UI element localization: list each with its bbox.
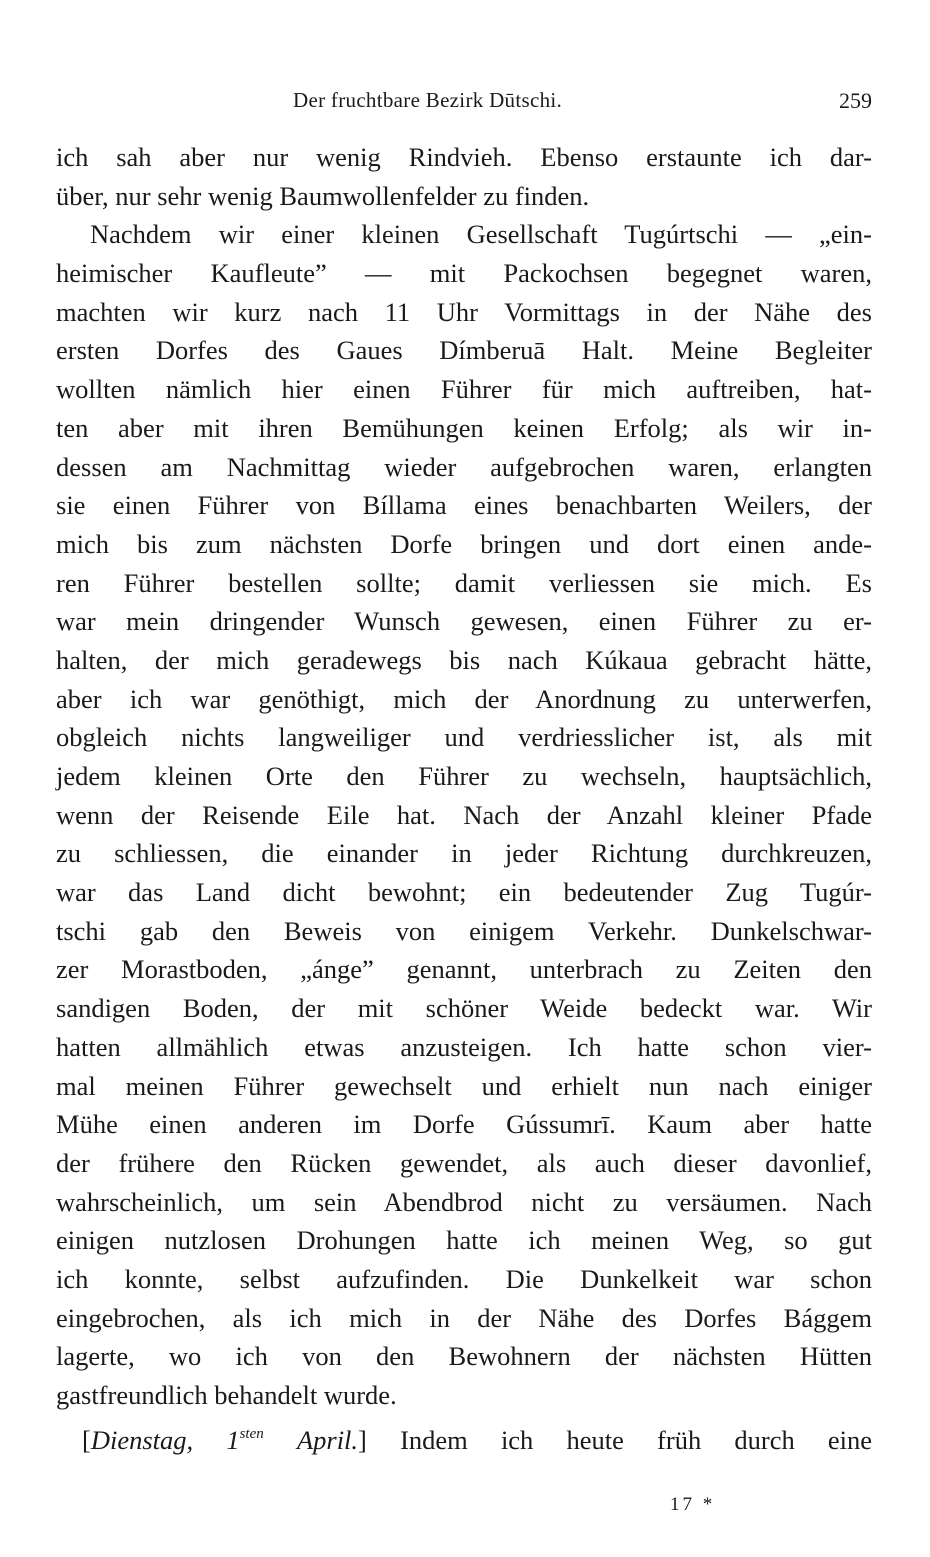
text-line: heimischer Kaufleute” — mit Packochsen begegnet waren, <box>56 258 872 289</box>
running-head <box>60 88 872 118</box>
date-weekday: Dienstag, <box>90 1424 194 1455</box>
text-line: aber ich war genöthigt, mich der Anordnung zu unterwerfen, <box>56 683 872 714</box>
text-line: mich bis zum nächsten Dorfe bringen und dort einen ande- <box>56 528 872 559</box>
text-line: zer Morastboden, „ánge” genannt, unterbrach zu Zeiten den <box>56 954 872 985</box>
text-line: tschi gab den Beweis von einigem Verkehr. Dunkelschwar- <box>56 915 872 946</box>
text-line: halten, der mich geradewegs bis nach Kúkaua gebracht hätte, <box>56 644 872 675</box>
text-line: obgleich nichts langweiliger und verdriesslicher ist, als mit <box>56 722 872 753</box>
date-day: 1 <box>226 1424 240 1455</box>
text-line: der frühere den Rücken gewendet, als auch dieser davonlief, <box>56 1147 872 1178</box>
text-line: wahrscheinlich, um sein Abendbrod nicht zu versäumen. Nach <box>56 1186 872 1217</box>
text-line: über, nur sehr wenig Baumwollenfelder zu finden. <box>56 180 590 211</box>
text-line: lagerte, wo ich von den Bewohnern der nächsten Hütten <box>56 1341 872 1372</box>
text-line: jedem kleinen Orte den Führer zu wechseln, hauptsächlich, <box>56 761 872 791</box>
page-number: 259 <box>839 88 872 113</box>
date-month: April. <box>296 1424 359 1455</box>
text-line: wenn der Reisende Eile hat. Nach der Anzahl kleiner Pfade <box>56 799 872 830</box>
text-line: gastfreundlich behandelt wurde. <box>56 1380 397 1410</box>
text-line: ersten Dorfes des Gaues Dímberuā Halt. Meine Begleiter <box>56 335 872 366</box>
text-line: wollten nämlich hier einen Führer für mich auftreiben, hat- <box>56 374 872 405</box>
text-line: ich konnte, selbst aufzufinden. Die Dunkelkeit war schon <box>56 1263 872 1294</box>
text-line: ich sah aber nur wenig Rindvieh. Ebenso erstaunte ich dar- <box>56 142 872 172</box>
text-line: sandigen Boden, der mit schöner Weide bedeckt war. Wir <box>56 993 872 1024</box>
text-line: war das Land dicht bewohnt; ein bedeutender Zug Tugúr- <box>56 877 872 908</box>
date-open-bracket: [ <box>82 1424 91 1455</box>
text-line: mal meinen Führer gewechselt und erhielt nun nach einiger <box>56 1070 872 1101</box>
text-line: dessen am Nachmittag wieder aufgebrochen waren, erlangten <box>56 451 872 482</box>
sheet-signature: 17 * <box>670 1494 716 1515</box>
date-close-bracket: ] <box>358 1424 367 1455</box>
text-line: hatten allmählich etwas anzusteigen. Ich hatte schon vier- <box>56 1031 872 1062</box>
running-title: Der fruchtbare Bezirk Dūtschi. <box>293 88 563 112</box>
text-line: war mein dringender Wunsch gewesen, einen Führer zu er- <box>56 606 872 637</box>
text-line: sie einen Führer von Bíllama eines benachbarten Weilers, der <box>56 490 872 521</box>
text-line: ten aber mit ihren Bemühungen keinen Erfolg; als wir in- <box>56 412 872 443</box>
text-line: eingebrochen, als ich mich in der Nähe des Dorfes Bággem <box>56 1302 872 1333</box>
text-line: einigen nutzlosen Drohungen hatte ich meinen Weg, so gut <box>56 1225 872 1256</box>
text-line: Nachdem wir einer kleinen Gesellschaft Tugúrtschi — „ein- <box>90 219 872 250</box>
body-text <box>56 138 872 1453</box>
date-line-text: Indem ich heute früh durch eine <box>400 1424 873 1455</box>
diary-date-line <box>56 1415 872 1454</box>
text-line: machten wir kurz nach 11 Uhr Vormittags in der Nähe des <box>56 296 872 327</box>
text-line: ren Führer bestellen sollte; damit verliessen sie mich. Es <box>56 567 872 598</box>
text-line: Mühe einen anderen im Dorfe Gússumrī. Kaum aber hatte <box>56 1109 872 1140</box>
text-line: zu schliessen, die einander in jeder Richtung durchkreuzen, <box>56 838 872 869</box>
date-day-suffix: sten <box>239 1425 264 1442</box>
